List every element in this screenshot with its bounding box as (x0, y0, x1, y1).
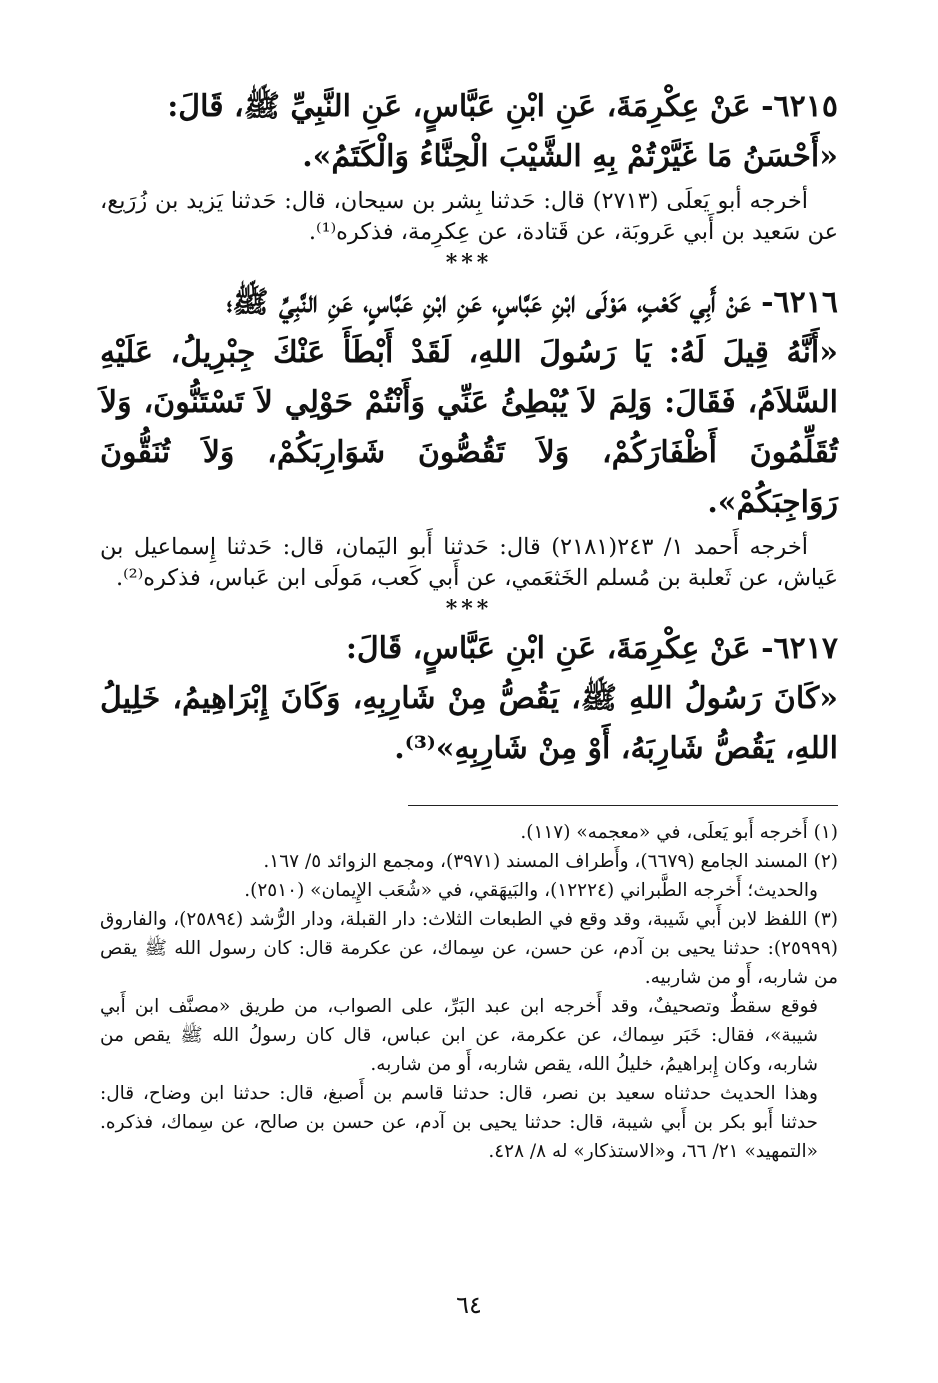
hadith-6216-matn: «أَنَّهُ قِيلَ لَهُ: يَا رَسُولَ اللهِ، لَقَدْ أَبْطَأَ عَنْكَ جِبْرِيلُ، عَلَيْهِ السَّلاَمُ، فَقَالَ: وَلِمَ لاَ يُبْطِئُ عَنِّي وَأَنْتُمْ حَوْلِي لاَ تَسْتَنُّونَ، وَلاَ تُقَلِّمُونَ أَظْفَارَكُمْ، وَلاَ تَقُصُّونَ شَوَارِبَكُمْ، وَلاَ تُنَقُّونَ رَوَاجِبَكُمْ». (100, 335, 838, 520)
separator-1: *** (445, 250, 493, 276)
page-number: ٦٤ (456, 1291, 482, 1319)
footnote-1: (١) أَخرجه أَبو يَعلَى، في «معجمه» (١١٧). (520, 822, 838, 843)
footnote-3-continuation-2: وهذا الحديث حدثناه سعيد بن نصر، قال: حدثنا قاسم بن أَصبغ، قال: حدثنا ابن وضاح، قال: حدثنا أَبو بكر بن أَبي شيبة، قال: حدثنا يحيى بن آدم، عن حسن بن صالح، عن سِماك، فذكره. «التمهيد» ٢١/ ٦٦، و«الاستذكار» له ٨/ ٤٢٨. (100, 1083, 818, 1162)
main-text (100, 82, 838, 774)
footnotes (100, 818, 838, 1166)
footnote-2-continuation: والحديث؛ أَخرجه الطَّبراني (١٢٢٢٤)، والبَيهَقي، في «شُعَب الإِيمان» (٢٥١٠). (244, 880, 818, 901)
footnote-3: (٣) اللفظ لابن أَبي شَيبة، وقد وقع في الطبعات الثلاث: دار القبلة، ودار الرُّشد (٢٥٨٩٤)، والفاروق (٢٥٩٩٩): حدثنا يحيى بن آدم، عن حسن، عن سِماك، عن عكرمة قال: كان رسول الله ﷺ يقص من شاربه، أَو من شاربيه. (100, 909, 838, 988)
footnote-divider (408, 805, 838, 806)
hadith-6217-matn: «كَانَ رَسُولُ اللهِ ﷺ، يَقُصُّ مِنْ شَارِبِهِ، وَكَانَ إِبْرَاهِيمُ، خَلِيلُ اللهِ، يَقُصُّ شَارِبَهُ، أَوْ مِنْ شَارِبِهِ»⁽³⁾. (100, 681, 838, 766)
hadith-6215-matn: «أَحْسَنُ مَا غَيَّرْتُمْ بِهِ الشَّيْبَ الْحِنَّاءُ وَالْكَتَمُ». (302, 139, 838, 174)
hadith-6216-takhrij: أخرجه أَحمد ١/ ٢٤٣(٢١٨١) قال: حَدثنا أَبو اليَمان، قال: حَدثنا إِسماعيل بن عَياش، عن ثَعلبة بن مُسلم الخَثعَمي، عن أَبي كَعب، مَولَى ابن عَباس، فذكره⁽²⁾. (100, 534, 838, 591)
footnote-3-continuation: فوقع سقطٌ وتصحيفٌ، وقد أَخرجه ابن عبد البَرِّ، على الصواب، من طريق «مصنَّف ابن أَبي شيبة»، فقال: خَبَر سِماك، عن عكرمة، عن ابن عباس، قال كان رسولُ الله ﷺ يقص من شاربه، وكان إِبراهيمُ، خليلُ الله، يقص شاربه، أَو من شاربه. (100, 996, 818, 1075)
hadith-6215-takhrij: أخرجه أبو يَعلَى (٢٧١٣) قال: حَدثنا بِشر بن سيحان، قال: حَدثنا يَزيد بن زُرَيع، عن سَعيد بن أَبي عَروبَة، عن قَتادة، عن عِكرِمة، فذكره⁽¹⁾. (100, 188, 838, 245)
hadith-6216-isnad: ٦٢١٦- عَنْ أَبِي كَعْبٍ، مَوْلَى ابْنِ عَبَّاسٍ، عَنِ ابْنِ عَبَّاسٍ، عَنِ النَّبِيِّ ﷺ؛ (226, 285, 838, 320)
hadith-6217-isnad: ٦٢١٧- عَنْ عِكْرِمَةَ، عَنِ ابْنِ عَبَّاسٍ، قَالَ: (345, 631, 838, 666)
footnote-2: (٢) المسند الجامع (٦٦٧٩)، وأَطراف المسند (٣٩٧١)، ومجمع الزوائد ٥/ ١٦٧. (263, 851, 838, 872)
hadith-6215-isnad: ٦٢١٥- عَنْ عِكْرِمَةَ، عَنِ ابْنِ عَبَّاسٍ، عَنِ النَّبِيِّ ﷺ، قَالَ: (167, 89, 838, 124)
separator-2: *** (445, 596, 493, 622)
